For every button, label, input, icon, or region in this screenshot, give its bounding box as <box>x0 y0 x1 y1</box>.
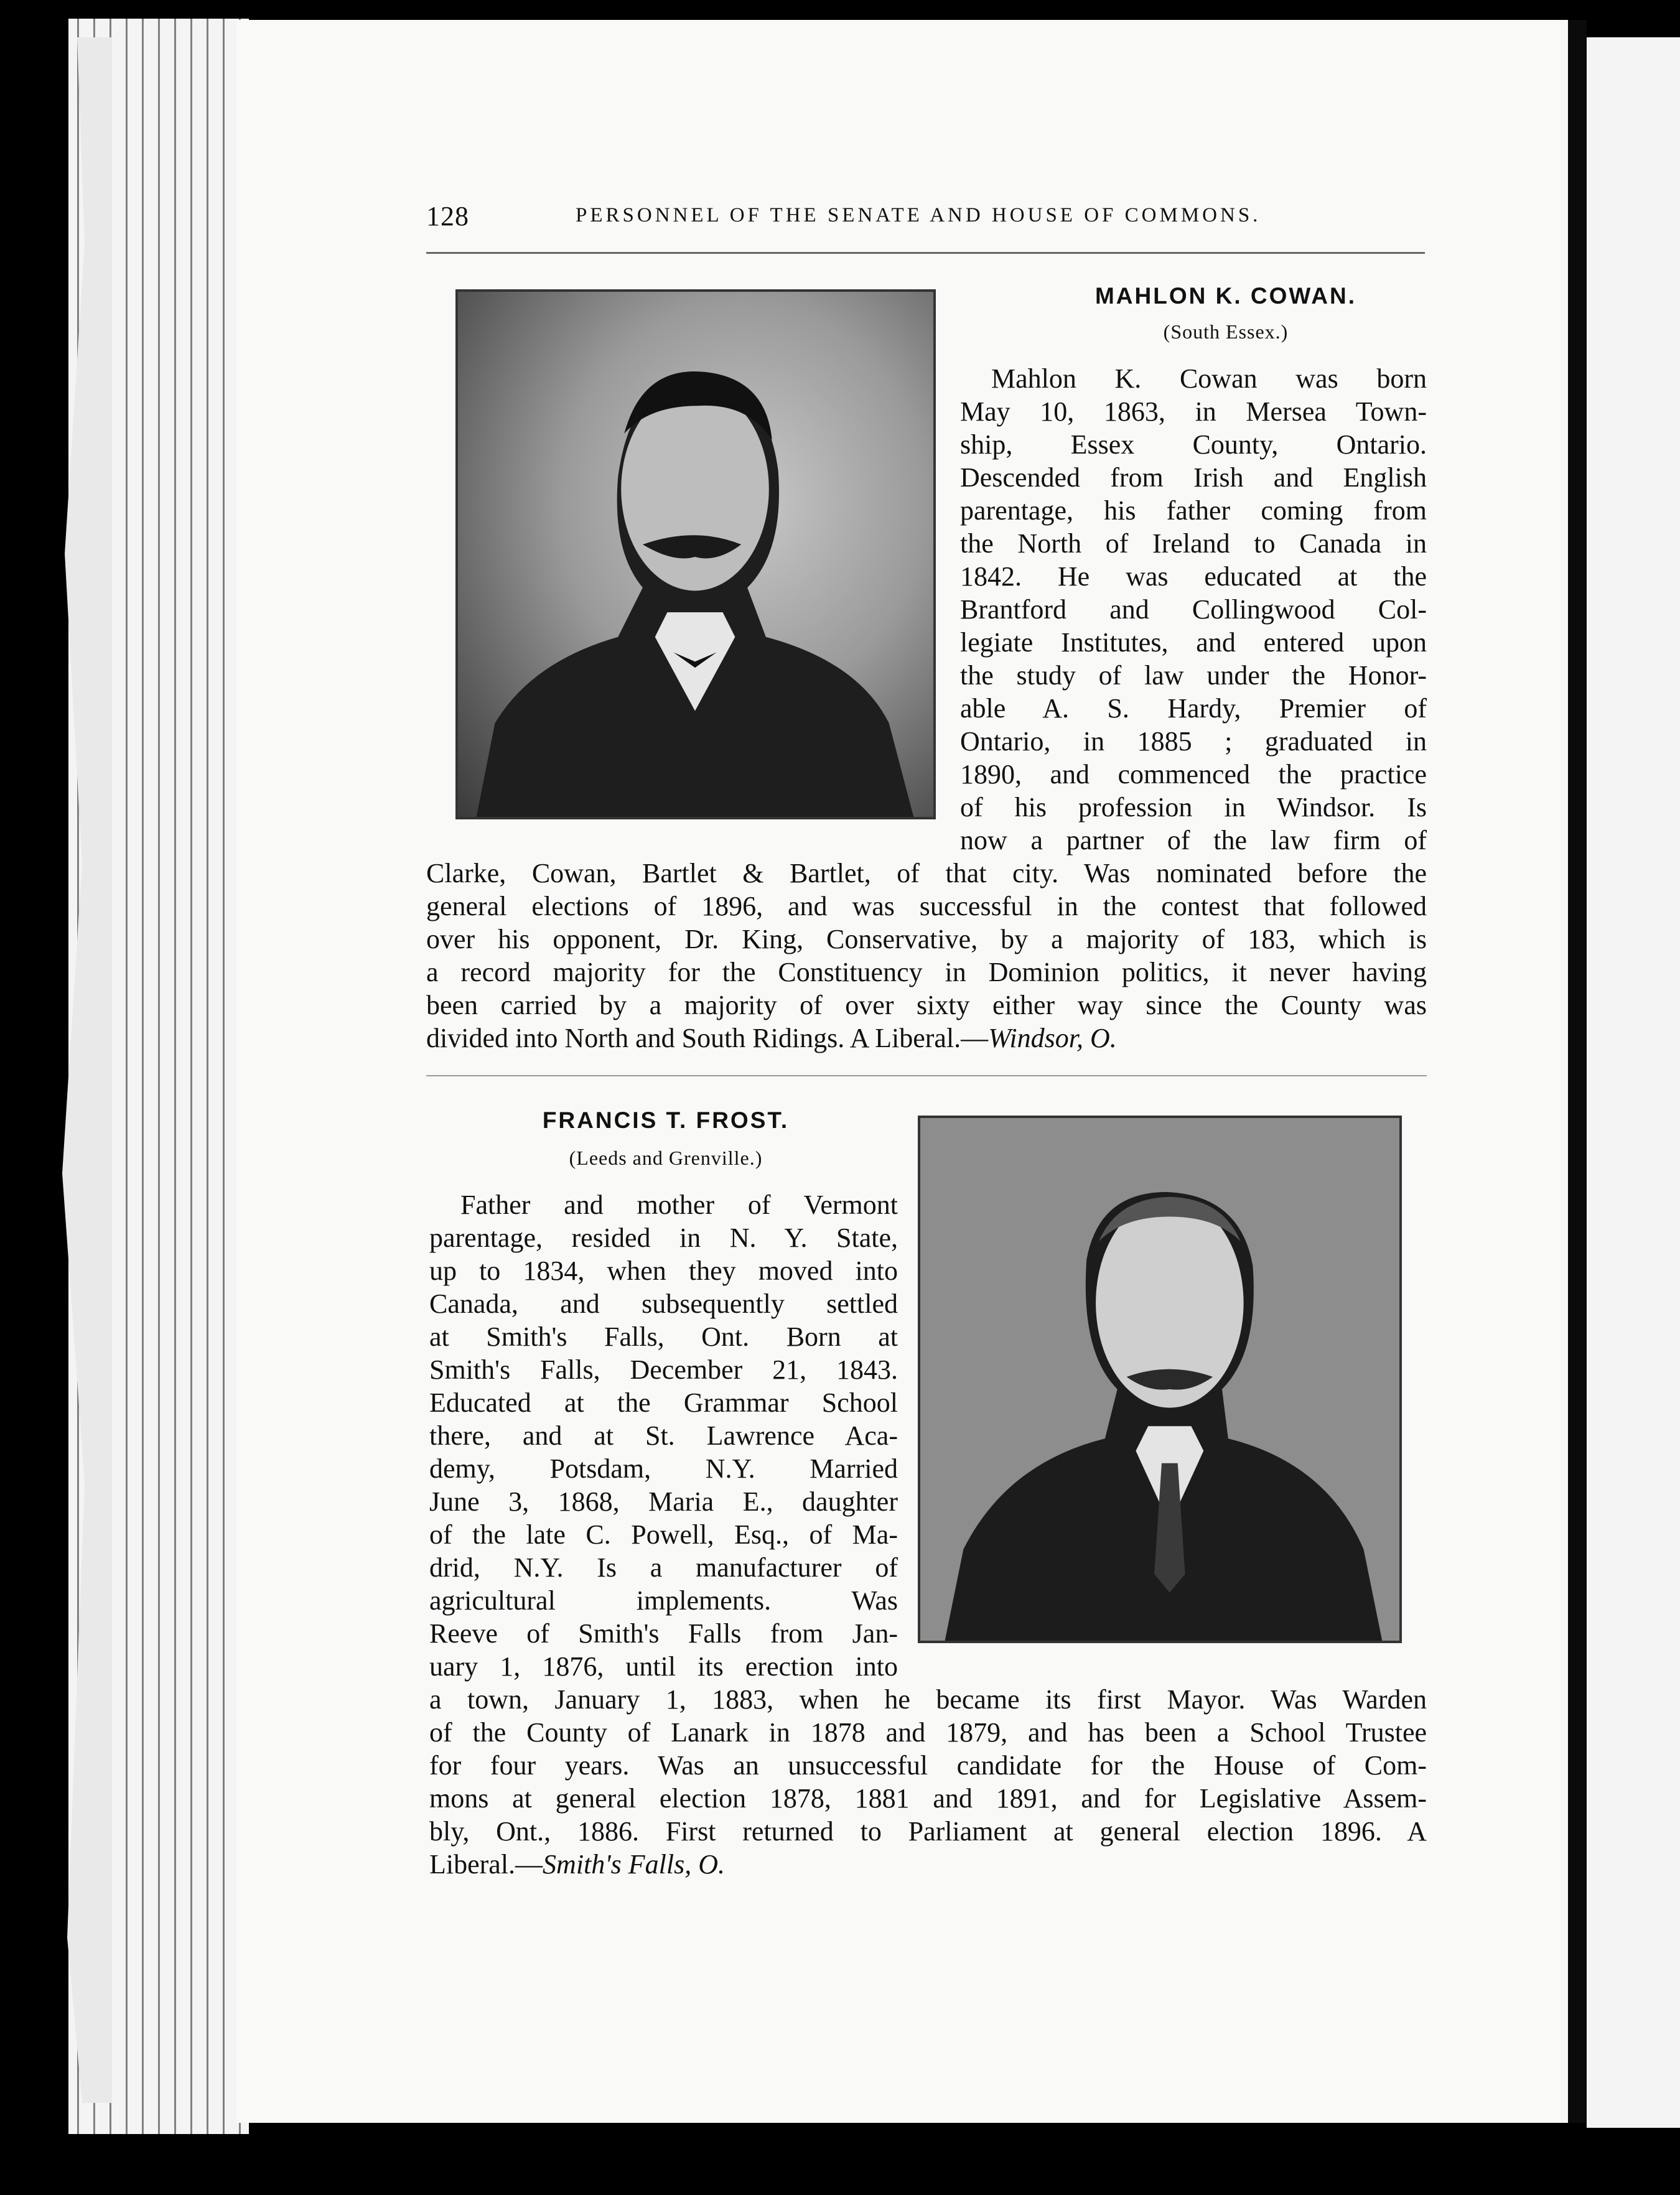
entry-separator <box>426 1075 1427 1076</box>
entry-name-heading: MAHLON K. COWAN. <box>1094 283 1357 309</box>
text-line: Father and mother of Vermont <box>460 1190 898 1220</box>
text-line: able A. S. Hardy, Premier of <box>960 693 1427 724</box>
text-line: 1890, and commenced the practice <box>960 759 1427 790</box>
text-line: at Smith's Falls, Ont. Born at <box>429 1321 898 1352</box>
text-line: parentage, his father coming from <box>960 495 1427 526</box>
text-line: Clarke, Cowan, Bartlet & Bartlet, of that city. Was nominated before the <box>426 858 1427 888</box>
frost-portrait-photo <box>918 1116 1402 1643</box>
scan-border <box>0 0 1680 19</box>
text-line: Canada, and subsequently settled <box>429 1289 898 1319</box>
text-line: up to 1834, when they moved into <box>429 1256 898 1286</box>
residence-place: Smith's Falls, O. <box>543 1849 726 1880</box>
entry-riding: (South Essex.) <box>1163 320 1289 343</box>
entry-name-heading: FRANCIS T. FROST. <box>542 1107 790 1133</box>
text-line: a town, January 1, 1883, when he became its first Mayor. Was Warden <box>429 1684 1427 1715</box>
text-line: drid, N.Y. Is a manufacturer of <box>429 1552 898 1583</box>
text-line: Descended from Irish and English <box>960 462 1427 493</box>
text-line: Mahlon K. Cowan was born <box>991 363 1427 394</box>
text-line: Reeve of Smith's Falls from Jan- <box>429 1618 898 1649</box>
text-line: 1842. He was educated at the <box>960 561 1427 592</box>
text-line: Smith's Falls, December 21, 1843. <box>429 1354 898 1385</box>
text-line: agricultural implements. Was <box>429 1585 898 1616</box>
portrait-silhouette-icon <box>458 292 933 817</box>
text-line: there, and at St. Lawrence Aca- <box>429 1420 898 1451</box>
text-line: bly, Ont., 1886. First returned to Parliament at general election 1896. A <box>429 1816 1427 1847</box>
text-line: ship, Essex County, Ontario. <box>960 429 1427 460</box>
page-number: 128 <box>426 201 469 231</box>
gutter-shadow <box>1568 20 1587 2123</box>
text-line: of the late C. Powell, Esq., of Ma- <box>429 1519 898 1550</box>
header-rule <box>426 252 1425 254</box>
text-line: mons at general election 1878, 1881 and 1891, and for Legislative Assem- <box>429 1783 1427 1814</box>
text-line: May 10, 1863, in Mersea Town- <box>960 396 1427 427</box>
text-line: June 3, 1868, Maria E., daughter <box>429 1486 898 1517</box>
running-head-title: PERSONNEL OF THE SENATE AND HOUSE OF COMMONS. <box>576 204 1261 226</box>
text-line: the study of law under the Honor- <box>960 660 1427 691</box>
text-line: legiate Institutes, and entered upon <box>960 627 1427 658</box>
text-line: Brantford and Collingwood Col- <box>960 594 1427 625</box>
text-line: demy, Potsdam, N.Y. Married <box>429 1453 898 1484</box>
entry-riding: (Leeds and Grenville.) <box>569 1147 763 1169</box>
closing-text: Liberal.— <box>429 1849 543 1880</box>
text-line: general elections of 1896, and was successful in the contest that followed <box>426 891 1427 921</box>
text-line: parentage, resided in N. Y. State, <box>429 1223 898 1253</box>
text-line-last <box>426 1022 1427 1055</box>
text-line-last <box>429 1848 1427 1881</box>
text-line: Ontario, in 1885 ; graduated in <box>960 726 1427 757</box>
portrait-silhouette-icon <box>920 1118 1399 1641</box>
text-line: of his profession in Windsor. Is <box>960 792 1427 823</box>
text-line: been carried by a majority of over sixty either way since the County was <box>426 990 1427 1020</box>
text-line: over his opponent, Dr. King, Conservative, by a majority of 183, which is <box>426 924 1427 954</box>
text-line: Educated at the Grammar School <box>429 1387 898 1418</box>
closing-text: divided into North and South Ridings. A Liberal.— <box>426 1023 989 1053</box>
cowan-portrait-photo <box>455 289 936 819</box>
residence-place: Windsor, O. <box>988 1023 1117 1053</box>
text-line: of the County of Lanark in 1878 and 1879, and has been a School Trustee <box>429 1717 1427 1748</box>
text-line: for four years. Was an unsuccessful candidate for the House of Com- <box>429 1750 1427 1781</box>
text-line: uary 1, 1876, until its erection into <box>429 1651 898 1682</box>
text-line: a record majority for the Constituency in Dominion politics, it never having <box>426 957 1427 987</box>
adjacent-page <box>1587 37 1680 2128</box>
text-line: now a partner of the law firm of <box>960 825 1427 855</box>
text-line: the North of Ireland to Canada in <box>960 528 1427 559</box>
running-head <box>426 200 1425 231</box>
